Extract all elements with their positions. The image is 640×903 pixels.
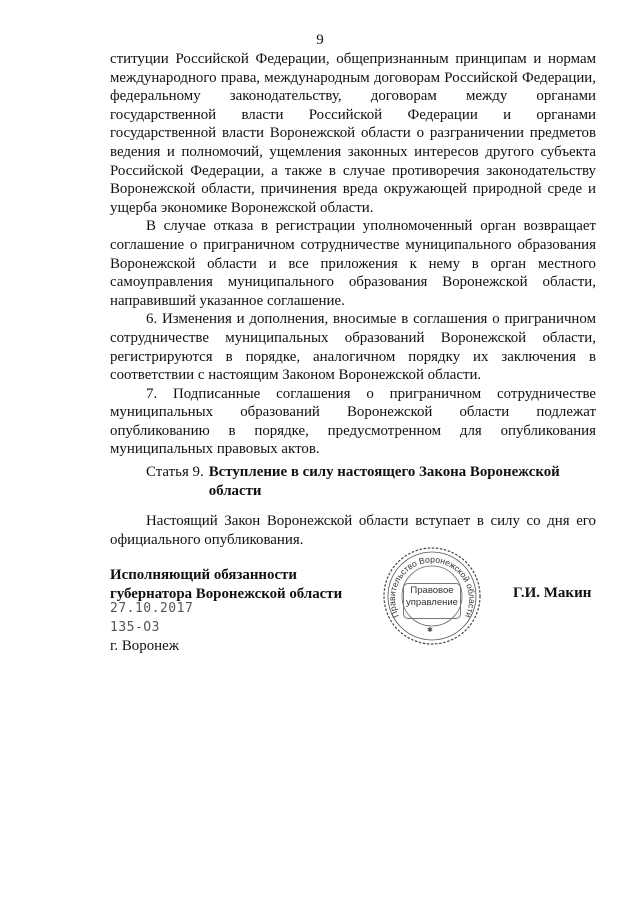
- law-body-text: [110, 50, 596, 549]
- paragraph-refusal: В случае отказа в регистрации уполномоченный орган возвращает соглашение о приграничном сотрудничестве муниципального образования Воронежской области и все приложения к нему в орган местного самоуправления муниципального образования Воронежской области, направивший указанное соглашение.: [110, 218, 596, 309]
- seal-inner-text: [403, 585, 461, 609]
- law-date-stamp: 27.10.2017: [110, 601, 194, 616]
- paragraph-item-6: 6. Изменения и дополнения, вносимые в соглашения о приграничном сотрудничестве муниципальных образований Воронежской области, регистрируются в порядке, аналогичном порядку их заключения в соответствии с настоящим Законом Воронежской области.: [110, 311, 596, 384]
- seal-star-icon: ✱: [427, 626, 433, 634]
- article-9-text: Настоящий Закон Воронежской области вступает в силу со дня его официального опубликования.: [110, 513, 596, 548]
- signatory-name: Г.И. Макин: [513, 585, 592, 601]
- seal-inner-line-1: Правовое: [410, 585, 454, 596]
- article-9-label: Статья 9.: [146, 464, 204, 481]
- article-9-title: Вступление в силу настоящего Закона Воронежской области: [208, 464, 560, 499]
- paragraph-item-7: 7. Подписанные соглашения о приграничном сотрудничестве муниципальных образований Воронежской области подлежат опубликованию в порядке, предусмотренном для опубликования муниципальных правовых актов.: [110, 385, 596, 458]
- seal-ring-text: Правительство Воронежской области: [386, 554, 478, 620]
- signatory-position-line-2: губернатора Воронежской области: [110, 586, 343, 602]
- article-9-heading: [110, 463, 596, 500]
- law-number-stamp: 135-ОЗ: [110, 620, 160, 635]
- paragraph-continuation: ституции Российской Федерации, общепризнанным принципам и нормам международного права, международным договорам Российской Федерации, федеральному законодательству, договорам между органами государственной власти Российской Федерации и органами государственной власти Воронежской области о разграничении предметов ведения и полномочий, ущемления законных интересов другого субъекта Российской Федерации, а также в случае противоречия законодательству Воронежской области, причинения вреда окружающей природной среде и ущерба экономике Воронежской области.: [110, 51, 596, 216]
- city-name: г. Воронеж: [110, 638, 180, 654]
- signatory-position: [110, 566, 380, 604]
- seal-inner-line-2: управление: [406, 597, 458, 608]
- signatory-position-line-1: Исполняющий обязанности: [110, 567, 297, 583]
- page-number: 9: [316, 32, 324, 48]
